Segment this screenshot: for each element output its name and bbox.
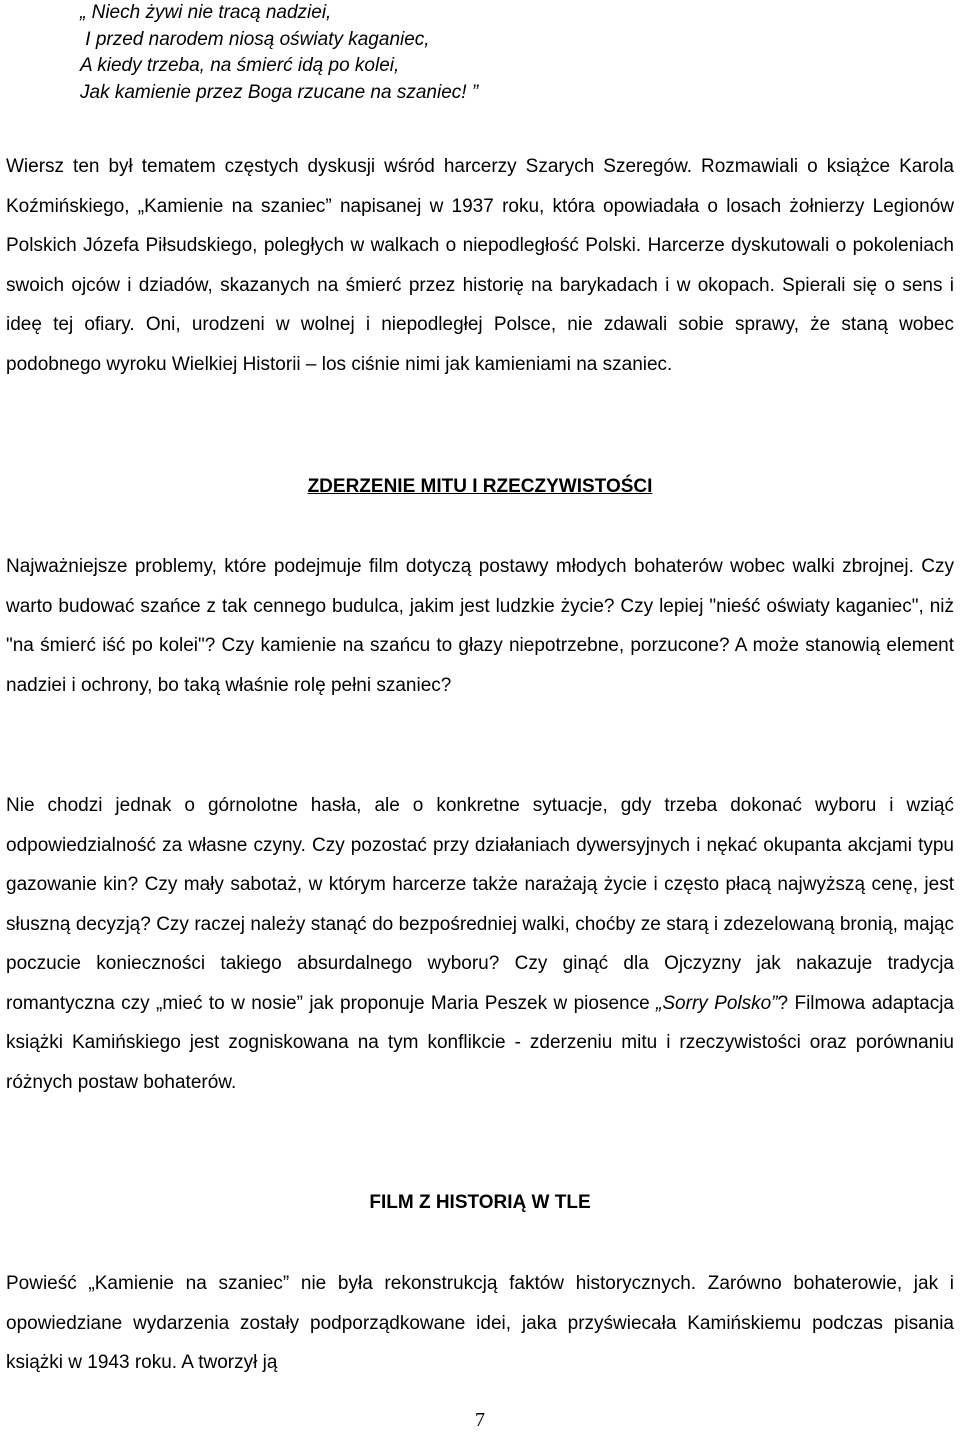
poem-line: „ Niech żywi nie tracą nadziei, — [80, 2, 332, 23]
paragraph-problems: Najważniejsze problemy, które podejmuje film dotyczą postawy młodych bohaterów wobec walki zbrojnej. Czy warto budować szańce z tak cennego budulca, jakim jest ludzkie życie? Czy lepiej "nieść oświaty kaganiec", niż "na śmierć iść po kolei"? Czy kamienie na szańcu to głazy niepotrzebne, porzucone? A może stanowią element nadziei i ochrony, bo taką właśnie rolę pełni szaniec? — [6, 556, 954, 696]
paragraph-choices-text: Nie chodzi jednak o górnolotne hasła, ale o konkretne sytuacje, gdy trzeba dokonać wyboru i wziąć odpowiedzialność za własne czyny. Czy pozostać przy działaniach dywersyjnych i nękać okupanta akcjami typu gazowanie kin? Czy mały sabotaż, w którym harcerze także narażają życie i często płacą najwyższą cenę, jest słuszną decyzją? Czy raczej należy stanąć do bezpośredniej walki, choćby ze starą i zdezelowaną bronią, mając poczucie konieczności takiego absurdalnego wyboru? Czy ginąć dla Ojczyzny jak nakazuje tradycja romantyczna czy „mieć to w nosie” jak proponuje Maria Peszek w piosence — [6, 795, 954, 1014]
paragraph-choices — [6, 786, 954, 1102]
song-title: „Sorry Polsko” — [656, 992, 778, 1014]
paragraph-szare-szeregi: Wiersz ten był tematem częstych dyskusji wśród harcerzy Szarych Szeregów. Rozmawiali o książce Karola Koźmińskiego, „Kamienie na szaniec” napisanej w 1937 roku, która opowiadała o losach żołnierzy Legionów Polskich Józefa Piłsudskiego, poległych w walkach o niepodległość Polski. Harcerze dyskutowali o pokoleniach swoich ojców i dziadów, skazanych na śmierć przez historię na barykadach i w okopach. Spierali się o sens i ideę tej ofiary. Oni, urodzeni w wolnej i niepodległej Polsce, nie zdawali sobie sprawy, że staną wobec podobnego wyroku Wielkiej Historii – los ciśnie nimi jak kamieniami na szaniec. — [6, 156, 954, 375]
paragraph-choices-end: ? Filmowa adaptacja książki Kamińskiego jest zogniskowana na tym konflikcie - zderzeniu mitu i rzeczywistości oraz porównaniu różnych postaw bohaterów. — [6, 992, 954, 1093]
poem-line: I przed narodem niosą oświaty kaganiec, — [80, 28, 430, 50]
section-heading-film: FILM Z HISTORIĄ W TLE — [369, 1192, 591, 1213]
poem-line: A kiedy trzeba, na śmierć idą po kolei, — [80, 55, 400, 76]
page-number: 7 — [475, 1409, 485, 1431]
poem-quote — [80, 0, 478, 106]
section-heading-zderzenie: ZDERZENIE MITU I RZECZYWISTOŚCI — [307, 476, 653, 497]
paragraph-novel: Powieść „Kamienie na szaniec” nie była rekonstrukcją faktów historycznych. Zarówno bohaterowie, jak i opowiedziane wydarzenia zostały podporządkowane idei, jaka przyświecała Kamińskiemu podczas pisania książki w 1943 roku. A tworzył ją — [6, 1273, 954, 1373]
poem-line: Jak kamienie przez Boga rzucane na szaniec! ” — [80, 81, 479, 103]
